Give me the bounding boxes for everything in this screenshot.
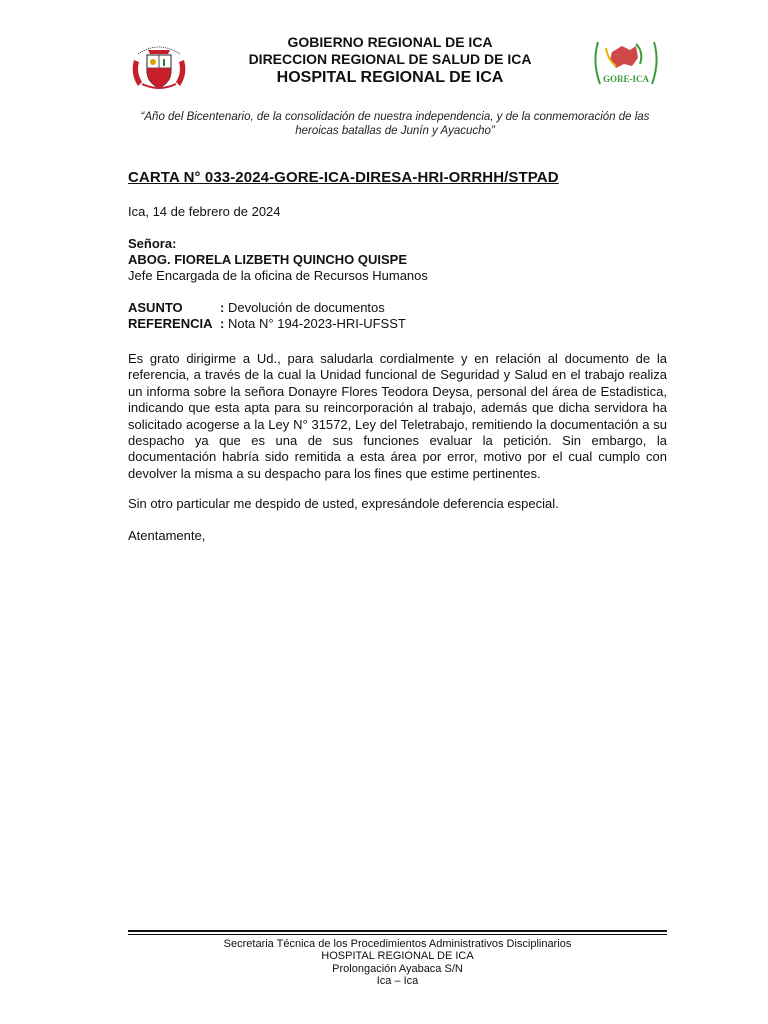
reference-row xyxy=(128,316,406,332)
gore-ica-logo-icon xyxy=(592,38,660,92)
footer-hospital: HOSPITAL REGIONAL DE ICA xyxy=(321,950,474,963)
letter-body: Es grato dirigirme a Ud., para saludarla cordialmente y en relación al documento de la referencia, a través de la cual la Unidad funcional de Seguridad y Salud en el trabajo realiza un informa sobre la señora Donayre Flores Teodora Deysa, personal del área de Estadistica, indicando que esta apta para su reincorporación al trabajo, además que dicha servidora ha solicitado acogerse a la Ley N° 31572, Ley del Teletrabajo, remitiendo la documentación a su despacho ya que es una de sus funciones evaluar la petición. Sin embargo, la documentación habría sido remitida a esta área por error, motivo por el cual cumplo con devolver la misma a su despacho para los fines que estime pertinentes. xyxy=(128,351,667,481)
subject-row xyxy=(128,300,406,316)
letterhead xyxy=(200,34,580,88)
subject-block xyxy=(128,300,406,332)
footer-address: Prolongación Ayabaca S/N xyxy=(332,962,463,975)
reference-label: REFERENCIA xyxy=(128,316,213,331)
letter-date: Ica, 14 de febrero de 2024 xyxy=(128,204,281,219)
header-hospital: HOSPITAL REGIONAL DE ICA xyxy=(276,69,504,86)
gore-ica-logo-text: GORE-ICA xyxy=(602,74,650,84)
footer-office: Secretaria Técnica de los Procedimientos Administrativos Disciplinarios xyxy=(223,938,572,950)
footer xyxy=(128,938,667,988)
addressee-block xyxy=(128,236,428,284)
header-gobierno-regional: GOBIERNO REGIONAL DE ICA xyxy=(287,34,493,50)
footer-divider-thin xyxy=(128,934,667,935)
year-motto: “Año del Bicentenario, de la consolidación de nuestra independencia, y de la conmemoración de las heroicas batallas de Junín y Ayacucho” xyxy=(140,111,650,137)
peru-coat-of-arms-icon xyxy=(128,38,190,94)
recipient-name: ABOG. FIORELA LIZBETH QUINCHO QUISPE xyxy=(128,252,408,267)
footer-divider-thick xyxy=(128,930,667,932)
subject-label: ASUNTO xyxy=(128,300,183,315)
salutation: Señora: xyxy=(128,236,177,251)
recipient-role: Jefe Encargada de la oficina de Recursos Humanos xyxy=(128,268,428,283)
subject-value: : Devolución de documentos xyxy=(220,300,385,316)
reference-value: : Nota N° 194-2023-HRI-UFSST xyxy=(220,316,406,332)
closing-line: Sin otro particular me despido de usted, expresándole deferencia especial. xyxy=(128,496,559,511)
footer-city: Ica – Ica xyxy=(376,975,419,988)
header-direccion-regional: DIRECCION REGIONAL DE SALUD DE ICA xyxy=(248,51,532,67)
sign-off: Atentamente, xyxy=(128,528,206,543)
letter-title: CARTA N° 033-2024-GORE-ICA-DIRESA-HRI-ORRHH/STPAD xyxy=(128,169,559,186)
